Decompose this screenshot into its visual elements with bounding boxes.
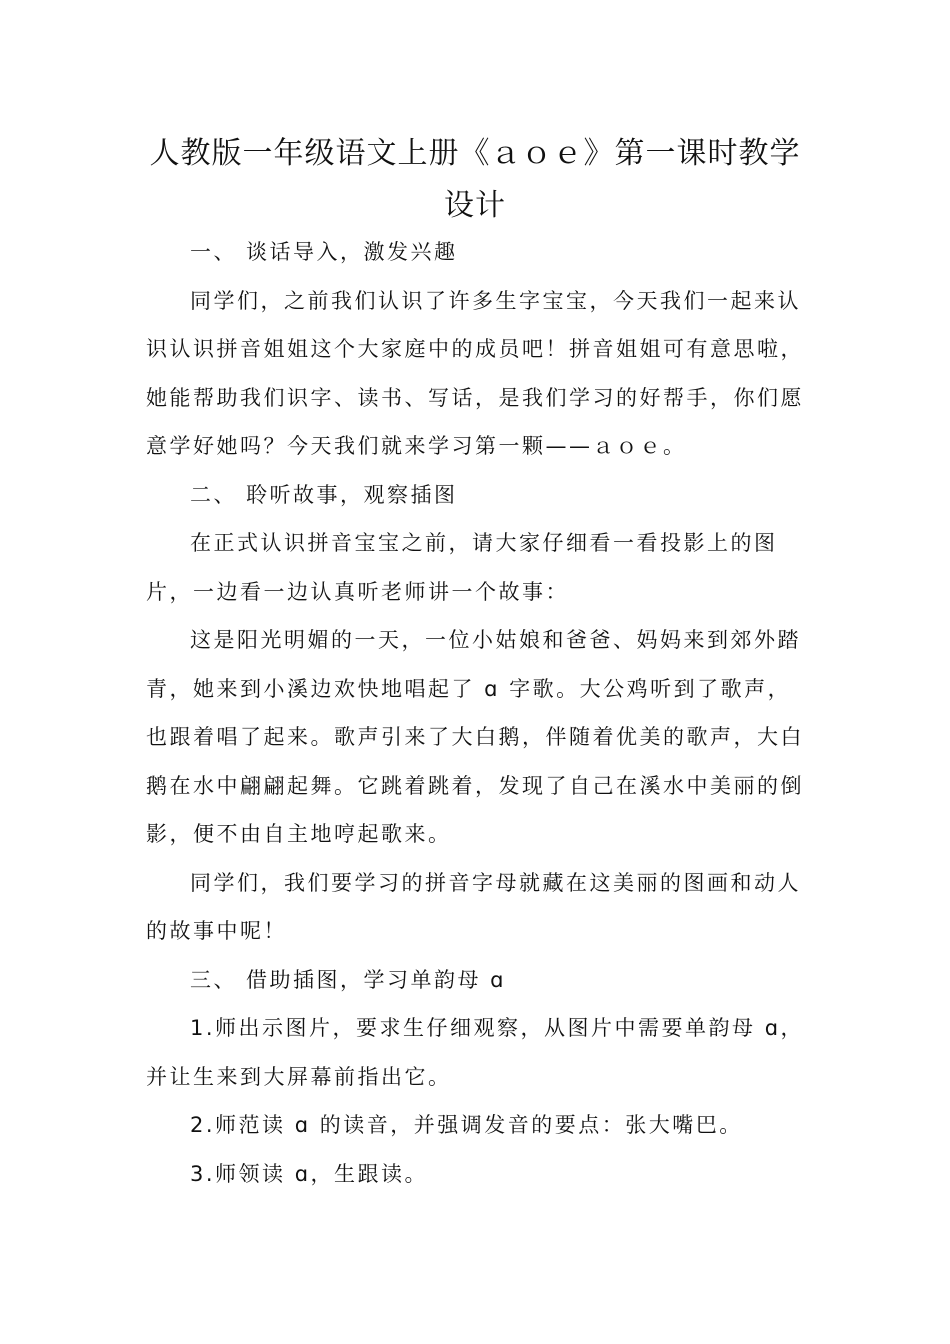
numbered-step: 3.师领读 ɑ，生跟读。 [190, 1161, 429, 1186]
section-heading-2 [146, 471, 806, 520]
section-heading-text: 聆听故事，观察插图 [246, 482, 458, 507]
section-heading-text: 谈话导入，激发兴趣 [246, 240, 458, 264]
document-title: 人教版一年级语文上册《ａｏｅ》第一课时教学设计 [149, 136, 801, 223]
section-number: 三、 [190, 967, 237, 992]
section-number: 一、 [190, 240, 237, 264]
numbered-step: 2.师范读 ɑ 的读音，并强调发音的要点：张大嘴巴。 [190, 1113, 743, 1137]
document-body [146, 228, 806, 1198]
paragraph: 同学们，我们要学习的拼音字母就藏在这美丽的图画和动人的故事中呢！ [146, 870, 801, 943]
paragraph: 在正式认识拼音宝宝之前，请大家仔细看一看投影上的图片，一边看一边认真听老师讲一个故事： [146, 531, 778, 604]
paragraph: 同学们，之前我们认识了许多生字宝宝，今天我们一起来认识认识拼音姐姐这个大家庭中的成员吧！拼音姐姐可有意思啦，她能帮助我们识字、读书、写话，是我们学习的好帮手，你们愿意学好她吗？今天我们就来学习第一颗——ａｏｅ。 [146, 288, 804, 458]
section-heading-text: 借助插图，学习单韵母 ɑ [246, 967, 507, 992]
section-heading-3 [146, 956, 806, 1005]
numbered-step: 1.师出示图片，要求生仔细观察，从图片中需要单韵母 ɑ，并让生来到大屏幕前指出它。 [146, 1016, 805, 1089]
paragraph: 这是阳光明媚的一天，一位小姑娘和爸爸、妈妈来到郊外踏青，她来到小溪边欢快地唱起了 ɑ 字歌。大公鸡听到了歌声，也跟着唱了起来。歌声引来了大白鹅，伴随着优美的歌声，大白鹅在水中翩翩起舞。它跳着跳着，发现了自己在溪水中美丽的倒影，便不由自主地哼起歌来。 [146, 628, 804, 846]
section-heading-1 [146, 228, 806, 277]
section-number: 二、 [190, 482, 237, 507]
